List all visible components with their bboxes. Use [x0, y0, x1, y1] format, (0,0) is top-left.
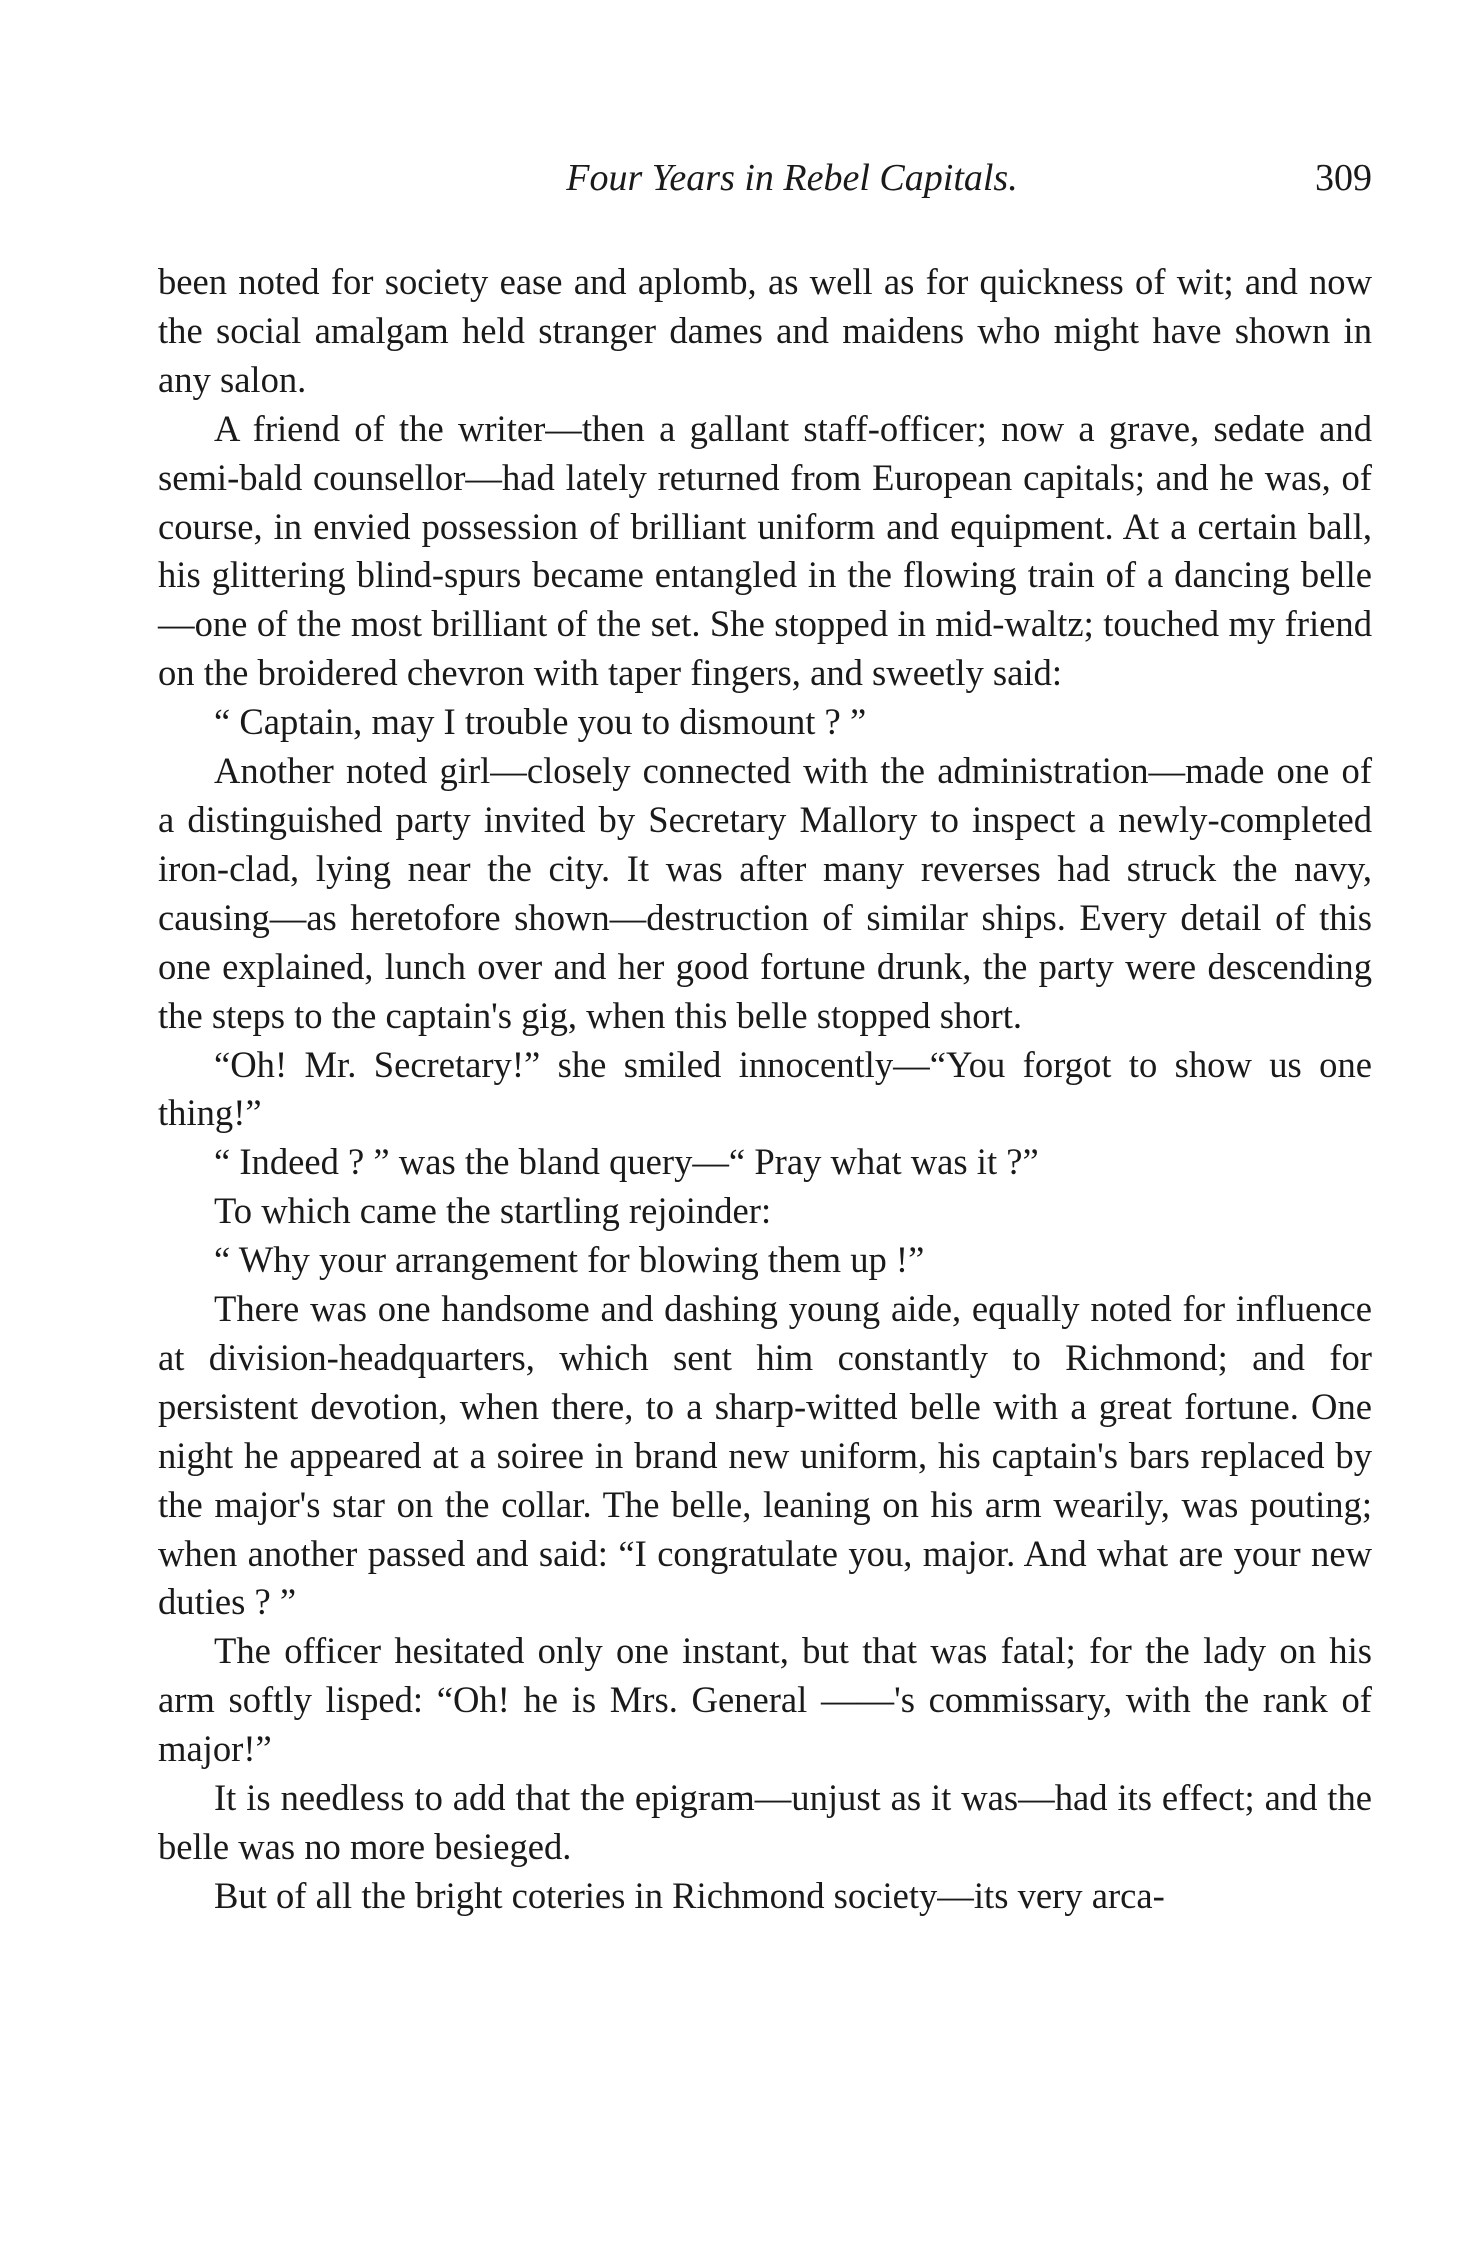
paragraph: It is needless to add that the epigram—unjust as it was—had its effect; and the belle was no more besieged.	[158, 1777, 1372, 1867]
paragraph: been noted for society ease and aplomb, as well as for quickness of wit; and now the social amalgam held stranger dames and maidens who might have shown in any salon.	[158, 261, 1372, 400]
page-header	[212, 152, 1372, 212]
body-text	[158, 258, 1372, 1921]
paragraph: “Oh! Mr. Secretary!” she smiled innocently—“You forgot to show us one thing!”	[158, 1043, 1372, 1134]
paragraph: “ Captain, may I trouble you to dismount ? ”	[214, 701, 867, 743]
paragraph: There was one handsome and dashing young aide, equally noted for influence at division-headquarters, which sent him constantly to Richmond; and for persistent devotion, when there, to a sharp-witted belle with a great fortune. One night he appeared at a soiree in brand new uniform, his captain's bars replaced by the major's star on the collar. The belle, leaning on his arm wearily, was pouting; when another passed and said: “I congratulate you, major. And what are your new duties ? ”	[158, 1288, 1372, 1623]
paragraph: Another noted girl—closely connected with the administration—made one of a distinguished party invited by Secretary Mallory to inspect a newly-completed iron-clad, lying near the city. It was after many reverses had struck the navy, causing—as heretofore shown—destruction of similar ships. Every detail of this one explained, lunch over and her good fortune drunk, the party were descending the steps to the captain's gig, when this belle stopped short.	[158, 750, 1372, 1036]
paragraph: To which came the startling rejoinder:	[214, 1190, 772, 1232]
page-number: 309	[1315, 157, 1372, 199]
paragraph: “ Indeed ? ” was the bland query—“ Pray what was it ?”	[214, 1141, 1039, 1183]
paragraph: But of all the bright coteries in Richmond society—its very arca-	[214, 1874, 1165, 1916]
paragraph: The officer hesitated only one instant, but that was fatal; for the lady on his arm softly lisped: “Oh! he is Mrs. General ——'s commissary, with the rank of major!”	[158, 1630, 1372, 1770]
running-title: Four Years in Rebel Capitals.	[566, 157, 1018, 199]
paragraph: A friend of the writer—then a gallant staff-officer; now a grave, sedate and semi-bald counsellor—had lately returned from European capitals; and he was, of course, in envied possession of brilliant uniform and equipment. At a certain ball, his glittering blind-spurs became entangled in the flowing train of a dancing belle—one of the most brilliant of the set. She stopped in mid-waltz; touched my friend on the broidered chevron with taper fingers, and sweetly said:	[158, 407, 1372, 694]
paragraph: “ Why your arrangement for blowing them up !”	[214, 1239, 925, 1281]
